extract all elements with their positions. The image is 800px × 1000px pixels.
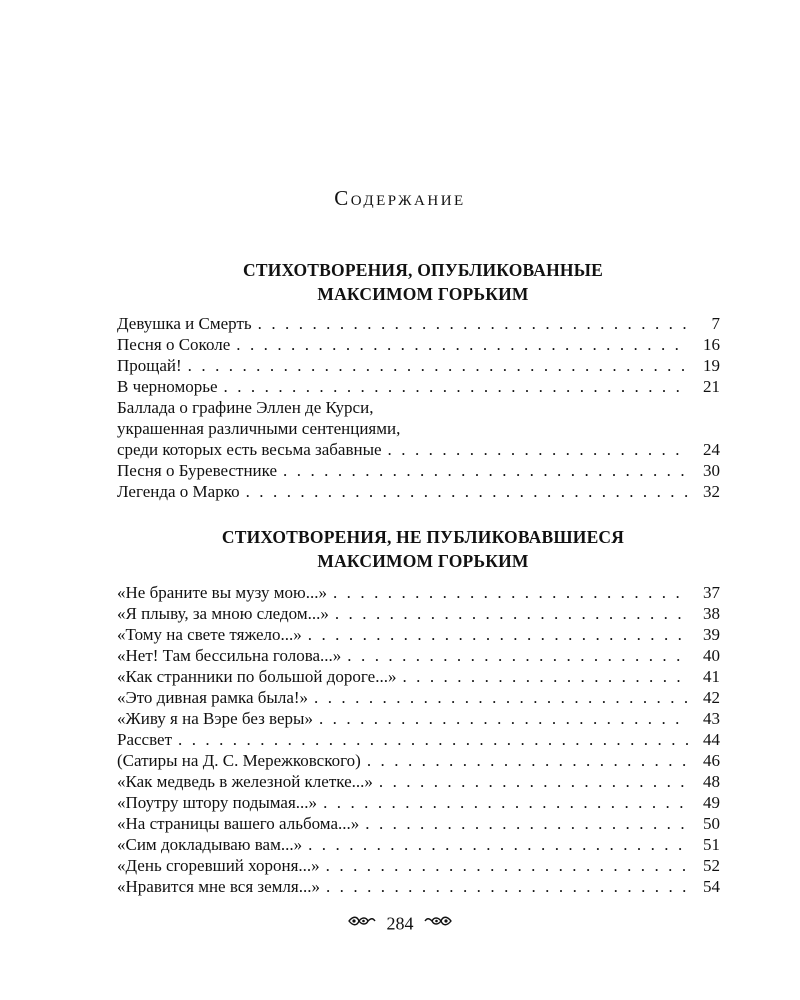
toc-entry-line[interactable] — [117, 397, 720, 418]
toc-entry[interactable] — [117, 876, 720, 897]
toc-entry[interactable] — [117, 376, 720, 397]
toc-entry-page: 49 — [703, 793, 720, 812]
leader-dots — [402, 666, 688, 687]
toc-entry-title: «На страницы вашего альбома...» — [117, 814, 360, 833]
leader-dots — [326, 855, 688, 876]
toc-entry-title: «Не браните вы музу мою...» — [117, 583, 327, 602]
toc-entry[interactable] — [117, 334, 720, 355]
toc-entry-page: 52 — [703, 856, 720, 875]
toc-entry-page: 46 — [703, 751, 720, 770]
leader-dots — [326, 876, 688, 897]
toc-entry-title: Баллада о графине Эллен де Курси, — [117, 398, 374, 417]
leader-dots — [319, 708, 688, 729]
toc-entry-title: украшенная различными сентенциями, — [117, 419, 401, 438]
leader-dots — [367, 750, 688, 771]
toc-entry-title: Песня о Буревестнике — [117, 461, 278, 480]
toc-entry[interactable] — [117, 645, 720, 666]
toc-entry-page: 24 — [703, 440, 720, 459]
toc-entry[interactable] — [117, 481, 720, 502]
toc-entry-page: 38 — [703, 604, 720, 623]
toc-entry-page: 54 — [703, 877, 720, 896]
leader-dots — [236, 334, 688, 355]
toc-entry-title: «День сгоревший хороня...» — [117, 856, 320, 875]
toc-entry[interactable] — [117, 313, 720, 334]
toc-entry[interactable] — [117, 603, 720, 624]
leader-dots — [365, 813, 688, 834]
toc-entry-page: 43 — [703, 709, 720, 728]
toc-entry-title: «Сим докладываю вам...» — [117, 835, 303, 854]
toc-entry-title: «Нравится мне вся земля...» — [117, 877, 320, 896]
section-heading-line: СТИХОТВОРЕНИЯ, ОПУБЛИКОВАННЫЕ — [242, 260, 604, 280]
leader-dots — [178, 729, 688, 750]
section-heading-line: МАКСИМОМ ГОРЬКИМ — [317, 284, 529, 304]
toc-entry[interactable] — [117, 771, 720, 792]
toc-list-published — [117, 313, 720, 502]
toc-entry-page: 19 — [703, 356, 720, 375]
toc-entry-page: 21 — [703, 377, 720, 396]
leader-dots — [308, 624, 688, 645]
leader-dots — [224, 376, 688, 397]
toc-entry-page: 40 — [703, 646, 720, 665]
page-number: 284 — [386, 913, 414, 934]
toc-entry-page: 32 — [703, 482, 720, 501]
section-heading-published — [0, 258, 800, 306]
toc-entry-page: 44 — [703, 730, 720, 749]
toc-entry[interactable] — [117, 460, 720, 481]
section-heading-line: СТИХОТВОРЕНИЯ, НЕ ПУБЛИКОВАВШИЕСЯ — [221, 527, 625, 547]
toc-entry-title: среди которых есть весьма забавные — [117, 440, 382, 459]
leader-dots — [258, 313, 688, 334]
toc-entry-page: 16 — [703, 335, 720, 354]
toc-entry[interactable] — [117, 355, 720, 376]
toc-entry[interactable] — [117, 792, 720, 813]
toc-entry[interactable] — [117, 708, 720, 729]
toc-entry[interactable] — [117, 666, 720, 687]
toc-entry-page: 30 — [703, 461, 720, 480]
toc-list-unpublished — [117, 582, 720, 897]
toc-entry-title: В черноморье — [117, 377, 218, 396]
leader-dots — [379, 771, 688, 792]
toc-entry-title: «Нет! Там бессильна голова...» — [117, 646, 342, 665]
toc-entry-title: Легенда о Марко — [117, 482, 240, 501]
leader-dots — [335, 603, 688, 624]
leader-dots — [246, 481, 688, 502]
toc-entry-page: 51 — [703, 835, 720, 854]
toc-entry-page: 7 — [711, 314, 720, 333]
toc-entry-page: 42 — [703, 688, 720, 707]
toc-entry-title: «Как странники по большой дороге...» — [117, 667, 397, 686]
toc-entry-page: 37 — [703, 583, 720, 602]
toc-entry-title: Песня о Соколе — [117, 335, 231, 354]
toc-entry[interactable] — [117, 855, 720, 876]
leader-dots — [314, 687, 688, 708]
toc-entry-page: 50 — [703, 814, 720, 833]
page-number-footer — [0, 912, 800, 934]
toc-entry-title: «Тому на свете тяжело...» — [117, 625, 302, 644]
left-ornament-icon — [347, 913, 377, 934]
toc-entry[interactable] — [117, 439, 720, 460]
toc-entry-title: «Как медведь в железной клетке...» — [117, 772, 373, 791]
toc-entry-line[interactable] — [117, 418, 720, 439]
toc-entry[interactable] — [117, 834, 720, 855]
toc-entry-title: «Живу я на Вэре без веры» — [117, 709, 313, 728]
leader-dots — [323, 792, 688, 813]
toc-entry-title: «Я плыву, за мною следом...» — [117, 604, 329, 623]
right-ornament-icon — [423, 913, 453, 934]
leader-dots — [388, 439, 688, 460]
section-heading-unpublished — [0, 525, 800, 573]
leader-dots — [283, 460, 688, 481]
toc-entry[interactable] — [117, 687, 720, 708]
toc-entry-title: Девушка и Смерть — [117, 314, 252, 333]
toc-entry-title: Прощай! — [117, 356, 182, 375]
toc-entry-page: 39 — [703, 625, 720, 644]
toc-entry[interactable] — [117, 750, 720, 771]
toc-entry[interactable] — [117, 582, 720, 603]
leader-dots — [333, 582, 688, 603]
toc-entry-title: (Сатиры на Д. С. Мережковского) — [117, 751, 361, 770]
toc-entry-page: 41 — [703, 667, 720, 686]
leader-dots — [347, 645, 688, 666]
leader-dots — [308, 834, 688, 855]
page-title: Содержание — [334, 186, 466, 210]
toc-entry-page: 48 — [703, 772, 720, 791]
toc-entry-title: «Поутру штору подымая...» — [117, 793, 318, 812]
toc-entry[interactable] — [117, 624, 720, 645]
toc-entry-title: «Это дивная рамка была!» — [117, 688, 309, 707]
toc-entry[interactable] — [117, 729, 720, 750]
toc-entry-title: Рассвет — [117, 730, 172, 749]
toc-entry[interactable] — [117, 813, 720, 834]
section-heading-line: МАКСИМОМ ГОРЬКИМ — [317, 551, 529, 571]
leader-dots — [188, 355, 688, 376]
